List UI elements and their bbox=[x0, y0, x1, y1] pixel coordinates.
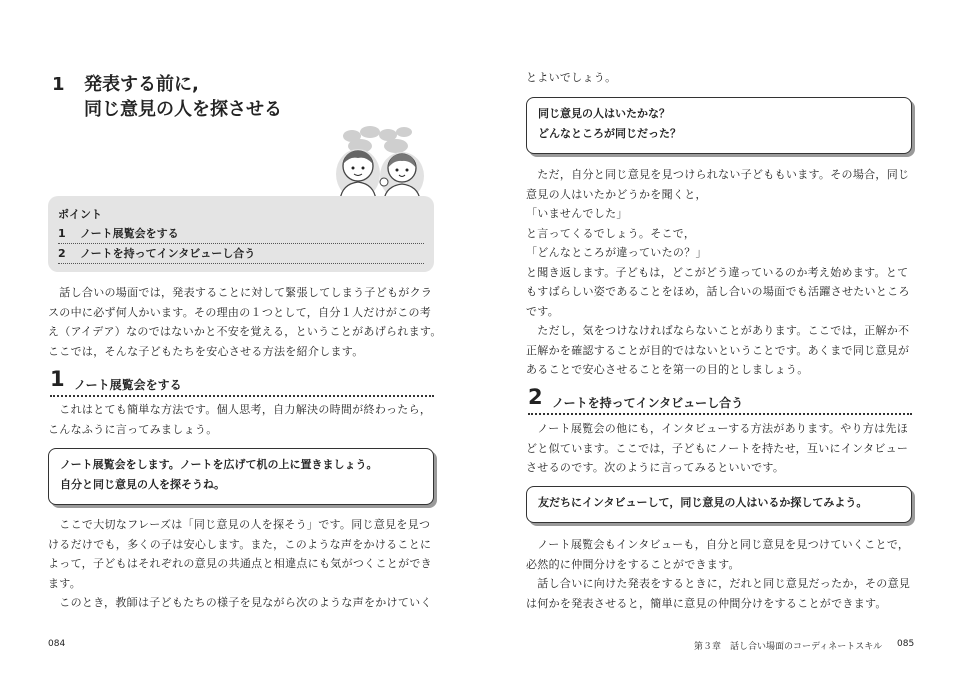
text-line: え（アイデア）なのではないかと不安を覚える，ということがあげられます。 bbox=[48, 325, 442, 338]
text-line: 必然的に仲間分けをすることができます。 bbox=[526, 557, 740, 571]
quote-box-3 bbox=[526, 486, 912, 523]
right-page bbox=[480, 0, 960, 680]
quote-line: どんなところが同じだった？ bbox=[538, 126, 681, 140]
girl-face-icon bbox=[336, 149, 380, 200]
text-line: は何かを発表させると，簡単に意見の仲間分けをすることができます。 bbox=[526, 596, 887, 610]
page-number-right: 085 bbox=[897, 639, 915, 649]
after-quote1-paragraph bbox=[48, 515, 432, 613]
quote-box-1 bbox=[48, 448, 434, 505]
point-item bbox=[58, 244, 424, 264]
text-line: よって，子どもはそれぞれの意見の共通点と相違点にも気がつくことができ bbox=[48, 557, 432, 570]
text-line: あることで安心させることを第一の目的としましょう。 bbox=[526, 363, 809, 376]
text-line: けるだけでも，多くの子は安心します。また，このような声をかけることに bbox=[48, 537, 432, 551]
text-line: 正解かを確認することが目的ではないということです。あくまで同じ意見が bbox=[526, 343, 910, 357]
chapter-label: 第３章 話し合い場面のコーディネートスキル bbox=[694, 642, 883, 652]
text-line: ます。 bbox=[48, 576, 82, 590]
text-line: と聞き返します。子どもは，どこがどう違っているのか考え始めます。とて bbox=[526, 265, 909, 279]
point-box bbox=[48, 196, 434, 272]
quote-box-2 bbox=[526, 97, 912, 154]
text-line: 話し合いに向けた発表をするときに，だれと同じ意見だったか，その意見 bbox=[526, 577, 911, 590]
text-line: させるのです。次のように言ってみるといいです。 bbox=[526, 461, 785, 474]
intro-paragraph bbox=[48, 283, 442, 361]
text-line: 「どんなところが違っていたの？」 bbox=[526, 246, 707, 259]
point-item-number: 1 bbox=[58, 227, 66, 240]
text-line: 意見の人はいたかどうかを聞くと， bbox=[526, 187, 707, 201]
page-number-left: 084 bbox=[48, 639, 66, 649]
quote-line: 自分と同じ意見の人を探そうね。 bbox=[60, 477, 225, 491]
subheading-2 bbox=[528, 385, 912, 415]
closing-paragraph bbox=[526, 535, 910, 613]
sub1-paragraph bbox=[48, 400, 431, 439]
text-line: ノート展覧会もインタビューも，自分と同じ意見を見つけていくことで， bbox=[526, 538, 910, 551]
text-line: スの中に必ず何人かいます。その理由の１つとして，自分１人だけがこの考 bbox=[48, 305, 432, 319]
section-number: 1 bbox=[52, 74, 65, 95]
continuation-text: とよいでしょう。 bbox=[526, 71, 617, 84]
girl-face-icon bbox=[380, 152, 424, 200]
text-line: これはとても簡単な方法です。個人思考，自力解決の時間が終わったら， bbox=[48, 403, 432, 416]
subheading-text: ノート展覧会をする bbox=[74, 378, 182, 392]
main-paragraph bbox=[526, 165, 910, 380]
text-line: と言ってくるでしょう。そこで， bbox=[526, 226, 696, 240]
subheading-number: 2 bbox=[528, 385, 543, 409]
section-title-line1: 発表する前に, bbox=[84, 74, 199, 95]
leaves-icon bbox=[343, 126, 412, 153]
text-line: ここで大切なフレーズは「同じ意見の人を探そう」です。同じ意見を見つ bbox=[48, 518, 431, 531]
quote-line: ノート展覧会をします。ノートを広げて机の上に置きましょう。 bbox=[60, 458, 378, 471]
point-item-number: 2 bbox=[58, 247, 66, 260]
subheading-text: ノートを持ってインタビューし合う bbox=[552, 396, 744, 410]
text-line: どと似ています。ここでは，子どもにノートを持たせ，互いにインタビュー bbox=[526, 441, 909, 455]
point-item bbox=[58, 224, 424, 244]
text-line: 「いませんでした」 bbox=[526, 207, 628, 220]
point-heading: ポイント bbox=[58, 208, 102, 221]
text-line: ノート展覧会の他にも，インタビューする方法があります。やり方は先ほ bbox=[526, 422, 908, 435]
sub2-paragraph bbox=[526, 419, 908, 478]
quote-line: 友だちにインタビューして，同じ意見の人はいるか探してみよう。 bbox=[538, 496, 868, 509]
point-item-text: ノート展覧会をする bbox=[80, 227, 179, 240]
text-line: ここでは，そんな子どもたちを安心させる方法を紹介します。 bbox=[48, 344, 364, 358]
subheading-1 bbox=[50, 367, 434, 397]
text-line: ただし，気をつけなければならないことがあります。ここでは，正解か不 bbox=[526, 324, 910, 337]
subheading-number: 1 bbox=[50, 367, 65, 391]
text-line: です。 bbox=[526, 304, 560, 318]
text-line: こんなふうに言ってみましょう。 bbox=[48, 422, 218, 436]
point-item-text: ノートを持ってインタビューし合う bbox=[80, 247, 256, 260]
text-line: もすばらしい姿であることをほめ，話し合いの場面でも活躍させたいところ bbox=[526, 285, 910, 298]
text-line: ただ，自分と同じ意見を見つけられない子どももいます。その場合，同じ bbox=[526, 168, 910, 181]
text-line: 話し合いの場面では，発表することに対して緊張してしまう子どもがクラ bbox=[48, 286, 433, 299]
text-line: このとき，教師は子どもたちの様子を見ながら次のような声をかけていく bbox=[48, 596, 432, 609]
quote-line: 同じ意見の人はいたかな？ bbox=[538, 107, 670, 120]
section-title-line2: 同じ意見の人を探させる bbox=[84, 99, 282, 120]
children-illustration bbox=[330, 126, 434, 202]
